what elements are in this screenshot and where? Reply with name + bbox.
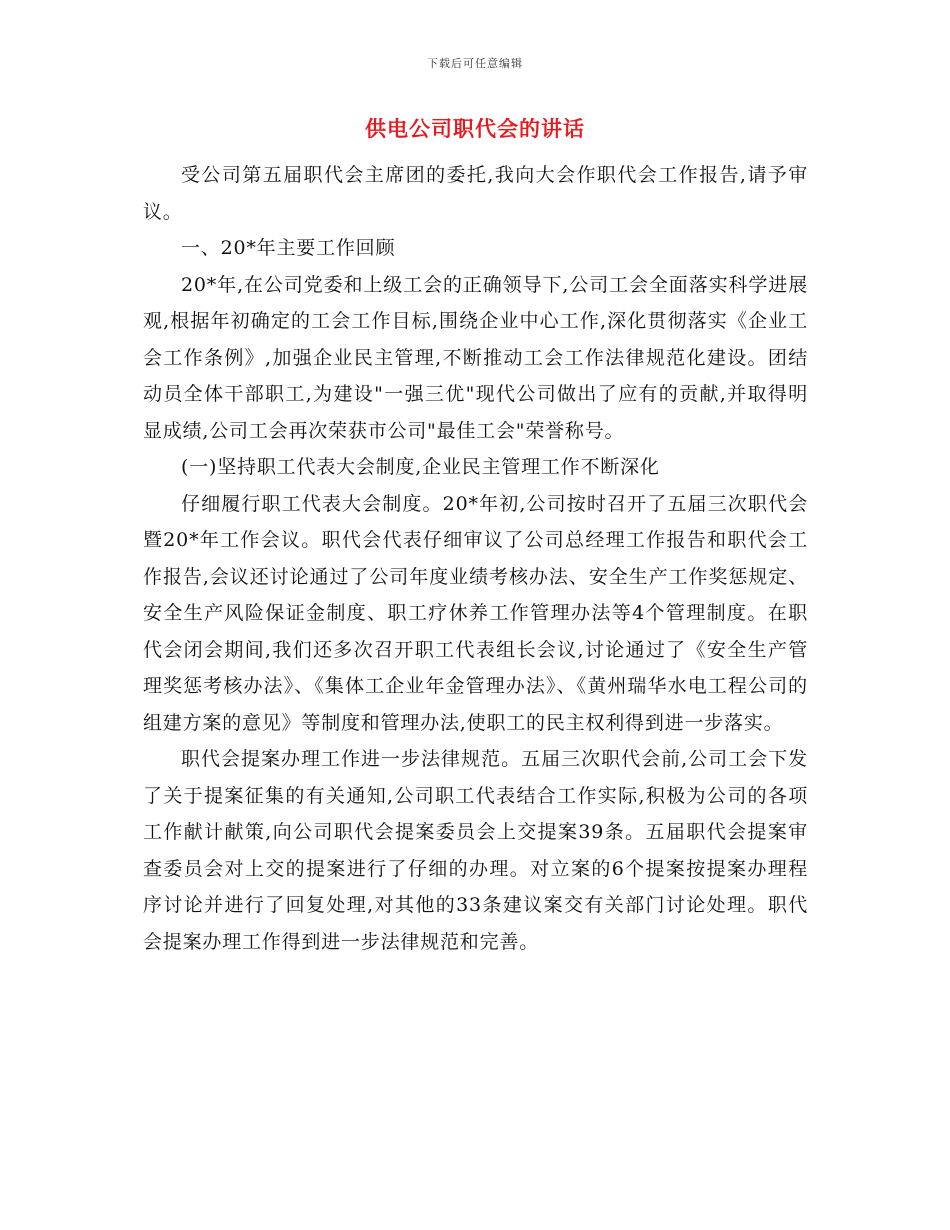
paragraph-overview: 20*年,在公司党委和上级工会的正确领导下,公司工会全面落实科学进展观,根据年初确定的工会工作目标,围绕企业中心工作,深化贯彻落实《企业工会工作条例》,加强企业民主管理,不断推动工会工作法律规范化建设。团结动员全体干部职工,为建设"一强三优"现代公司做出了应有的贡献,并取得明显成绩,公司工会再次荣获市公司"最佳工会"荣誉称号。 — [143, 273, 808, 442]
paragraph-congress-system: 仔细履行职工代表大会制度。20*年初,公司按时召开了五届三次职代会暨20*年工作会议。职代会代表仔细审议了公司总经理工作报告和职代会工作报告,会议还讨论通过了公司年度业绩考核办法、安全生产工作奖惩规定、安全生产风险保证金制度、职工疗休养工作管理办法等4个管理制度。在职代会闭会期间,我们还多次召开职工代表组长会议,讨论通过了《安全生产管理奖惩考核办法》、《集体工企业年金管理办法》、《黄州瑞华水电工程公司的组建方案的意见》等制度和管理办法,使职工的民主权利得到进一步落实。 — [143, 492, 808, 734]
page-header: 下载后可任意编辑 — [427, 57, 523, 70]
paragraph-proposals: 职代会提案办理工作进一步法律规范。五届三次职代会前,公司工会下发了关于提案征集的有关通知,公司职工代表结合工作实际,积极为公司的各项工作献计献策,向公司职代会提案委员会上交提案39条。五届职代会提案审查委员会对上交的提案进行了仔细的办理。对立案的6个提案按提案办理程序讨论并进行了回复处理,对其他的33条建议案交有关部门讨论处理。职代会提案办理工作得到进一步法律规范和完善。 — [143, 748, 808, 953]
document-title: 供电公司职代会的讲话 — [365, 116, 585, 141]
document-body — [143, 157, 808, 960]
paragraph-intro: 受公司第五届职代会主席团的委托,我向大会作职代会工作报告,请予审议。 — [143, 164, 808, 223]
section-heading-review: 一、20*年主要工作回顾 — [181, 237, 396, 259]
subsection-heading-congress: (一)坚持职工代表大会制度,企业民主管理工作不断深化 — [181, 456, 660, 478]
